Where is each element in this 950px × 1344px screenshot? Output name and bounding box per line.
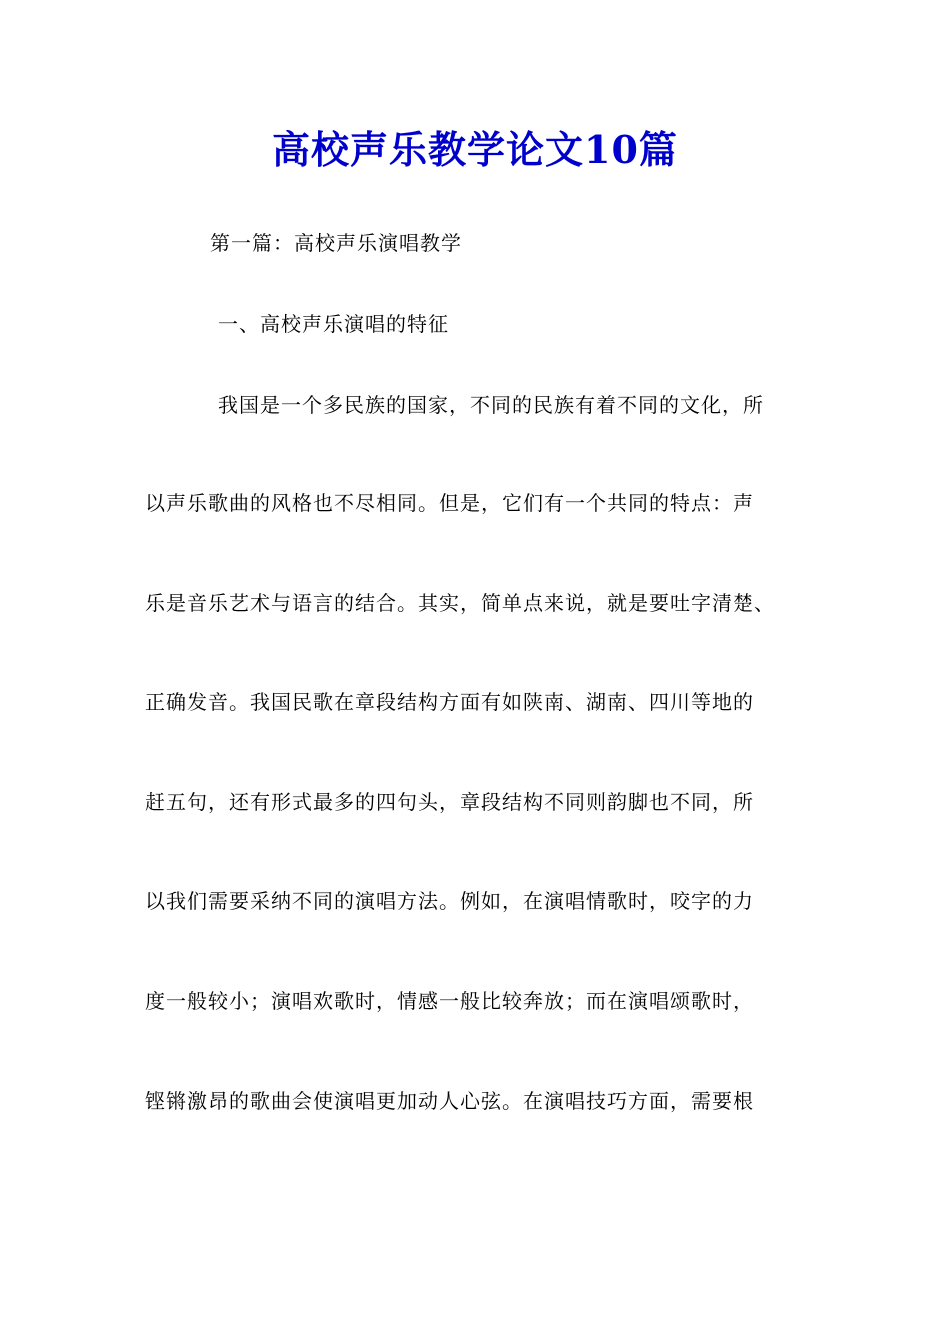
body-line: 正确发音。我国民歌在章段结构方面有如陕南、湖南、四川等地的 — [145, 690, 754, 714]
body-line: 乐是音乐艺术与语言的结合。其实，简单点来说，就是要吐字清楚、 — [145, 591, 775, 615]
body-line: 以声乐歌曲的风格也不尽相同。但是，它们有一个共同的特点：声 — [145, 491, 754, 515]
document-title: 高校声乐教学论文10篇 — [272, 127, 678, 172]
body-line: 赶五句，还有形式最多的四句头，章段结构不同则韵脚也不同，所 — [145, 790, 754, 814]
body-line: 我国是一个多民族的国家，不同的民族有着不同的文化，所 — [218, 393, 764, 417]
body-line: 以我们需要采纳不同的演唱方法。例如，在演唱情歌时，咬字的力 — [145, 889, 754, 913]
section-heading: 一、高校声乐演唱的特征 — [218, 312, 449, 336]
chapter-heading: 第一篇：高校声乐演唱教学 — [210, 231, 462, 255]
body-line: 铿锵激昂的歌曲会使演唱更加动人心弦。在演唱技巧方面，需要根 — [145, 1089, 754, 1113]
body-line: 度一般较小；演唱欢歌时，情感一般比较奔放；而在演唱颂歌时， — [145, 989, 754, 1013]
